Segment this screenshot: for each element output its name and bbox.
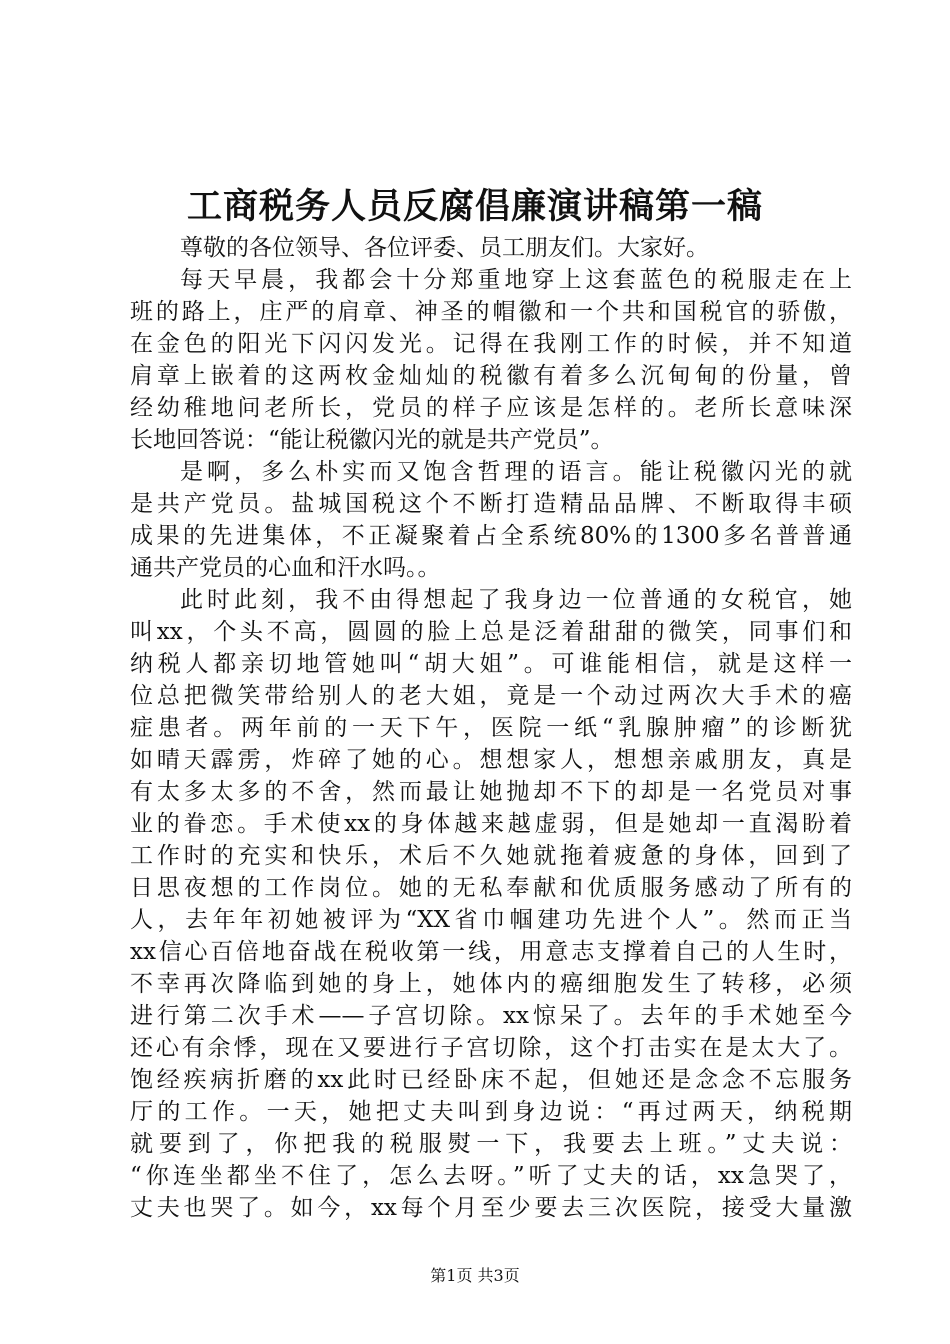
paragraph-line: 症患者。两年前的一天下午，医院一纸“乳腺肿瘤”的诊断犹 [130, 715, 852, 741]
paragraph-line: 每天早晨，我都会十分郑重地穿上这套蓝色的税服走在上 [180, 267, 852, 293]
paragraph-line: 通共产党员的心血和汗水吗。。 [130, 555, 441, 581]
paragraph-line: 不幸再次降临到她的身上，她体内的癌细胞发生了转移，必须 [130, 971, 852, 997]
paragraph-line: 就要到了，你把我的税服熨一下，我要去上班。”丈夫说： [130, 1131, 852, 1157]
paragraph-line: 业的眷恋。手术使xx的身体越来越虚弱，但是她却一直渴盼着 [130, 811, 852, 837]
paragraph-line: 尊敬的各位领导、各位评委、员工朋友们。大家好。 [180, 235, 709, 261]
paragraph-line: 日思夜想的工作岗位。她的无私奉献和优质服务感动了所有的 [130, 875, 852, 901]
paragraph-line: 是啊，多么朴实而又饱含哲理的语言。能让税徽闪光的就 [180, 459, 852, 485]
paragraph-line: 是共产党员。盐城国税这个不断打造精品品牌、不断取得丰硕 [130, 491, 852, 517]
paragraph-line: 位总把微笑带给别人的老大姐，竟是一个动过两次大手术的癌 [130, 683, 852, 709]
paragraph-line: xx信心百倍地奋战在税收第一线，用意志支撑着自己的人生时， [130, 939, 852, 965]
paragraph-line: 叫xx，个头不高，圆圆的脸上总是泛着甜甜的微笑，同事们和 [130, 619, 852, 645]
paragraph-line: 丈夫也哭了。如今，xx每个月至少要去三次医院，接受大量激 [130, 1195, 852, 1221]
paragraph-line: 饱经疾病折磨的xx此时已经卧床不起，但她还是念念不忘服务 [130, 1067, 852, 1093]
page-footer: 第1页 共3页 [430, 1266, 520, 1285]
paragraph-line: 人，去年年初她被评为“XX省巾帼建功先进个人”。然而正当 [130, 907, 852, 933]
paragraph-line: 在金色的阳光下闪闪发光。记得在我刚工作的时候，并不知道 [130, 331, 852, 357]
paragraph-line: 成果的先进集体，不正凝聚着占全系统80%的1300多名普普通 [130, 523, 852, 549]
paragraph-line: 此时此刻，我不由得想起了我身边一位普通的女税官，她 [180, 587, 852, 613]
paragraph-line: 工作时的充实和快乐，术后不久她就拖着疲惫的身体，回到了 [130, 843, 852, 869]
document-body [130, 232, 852, 1224]
paragraph-line: 进行第二次手术——子宫切除。xx惊呆了。去年的手术她至今 [130, 1003, 852, 1029]
paragraph-line: 纳税人都亲切地管她叫“胡大姐”。可谁能相信，就是这样一 [130, 651, 852, 677]
paragraph-line: 厅的工作。一天，她把丈夫叫到身边说：“再过两天，纳税期 [130, 1099, 852, 1125]
paragraph-line: 肩章上嵌着的这两枚金灿灿的税徽有着多么沉甸甸的份量，曾 [130, 363, 852, 389]
paragraph-line: 班的路上，庄严的肩章、神圣的帽徽和一个共和国税官的骄傲， [130, 299, 852, 325]
document-title: 工商税务人员反腐倡廉演讲稿第一稿 [186, 186, 763, 227]
paragraph-line: “你连坐都坐不住了，怎么去呀。”听了丈夫的话，xx急哭了， [130, 1163, 852, 1189]
paragraph-line: 长地回答说：“能让税徽闪光的就是共产党员”。 [130, 427, 614, 453]
paragraph-line: 有太多太多的不舍，然而最让她抛却不下的却是一名党员对事 [130, 779, 852, 805]
paragraph-line: 如晴天霹雳，炸碎了她的心。想想家人，想想亲戚朋友，真是 [130, 747, 852, 773]
paragraph-line: 还心有余悸，现在又要进行子宫切除，这个打击实在是太大了。 [130, 1035, 852, 1061]
paragraph-line: 经幼稚地问老所长，党员的样子应该是怎样的。老所长意味深 [130, 395, 852, 421]
